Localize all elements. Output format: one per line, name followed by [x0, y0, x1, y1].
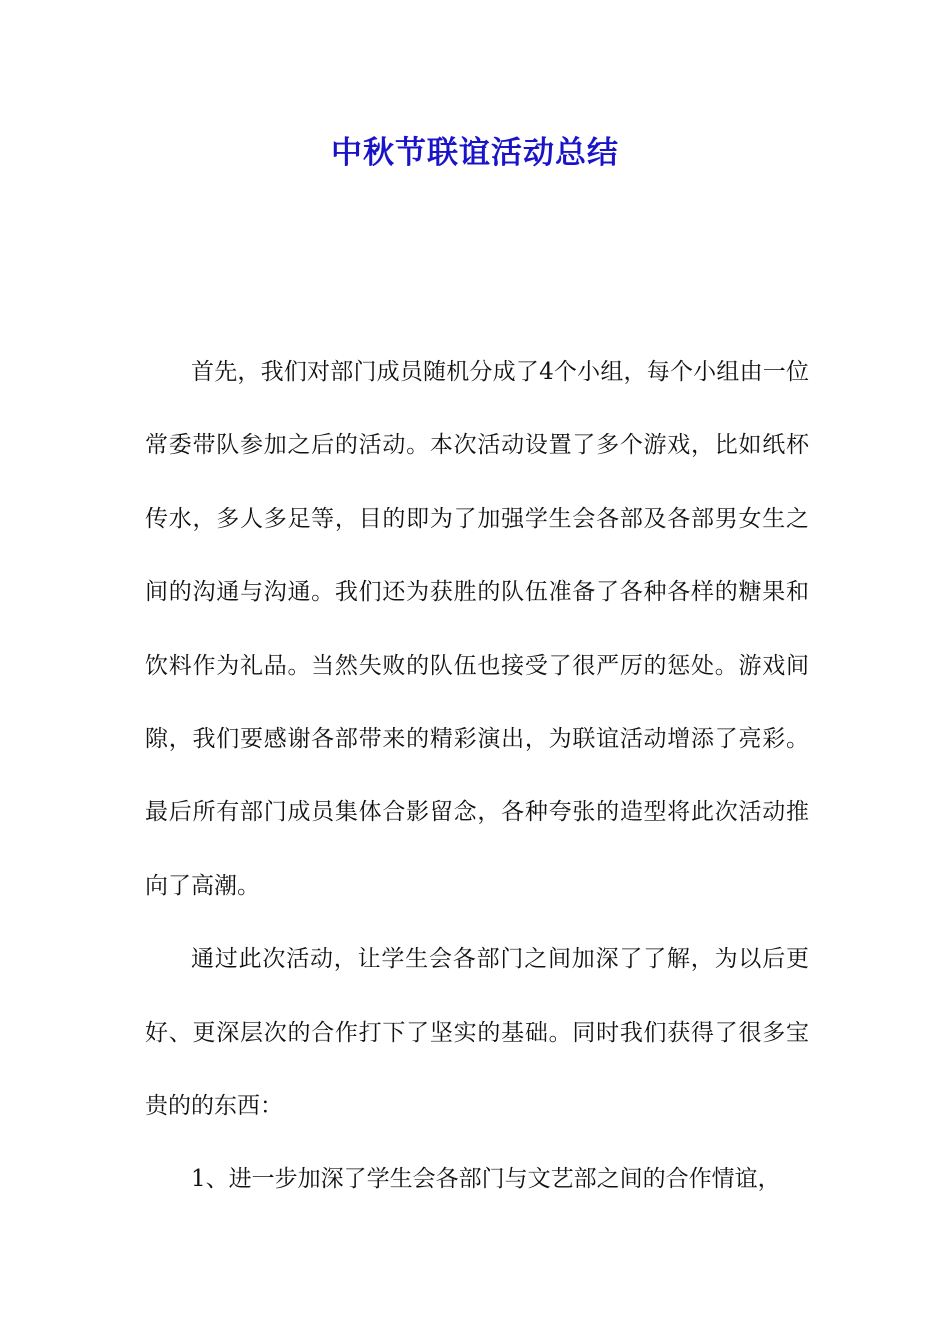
- paragraph-outcome: 通过此次活动，让学生会各部门之间加深了了解，为以后更好、更深层次的合作打下了坚实的基础。同时我们获得了很多宝贵的的东西：: [145, 946, 809, 1120]
- document-body: [145, 336, 809, 1217]
- paragraph-activity-description: 首先，我们对部门成员随机分成了4个小组，每个小组由一位常委带队参加之后的活动。本次活动设置了多个游戏，比如纸杯传水，多人多足等，目的即为了加强学生会各部及各部男女生之间的沟通与沟通。我们还为获胜的队伍准备了各种各样的糖果和饮料作为礼品。当然失败的队伍也接受了很严厉的惩处。游戏间隙，我们要感谢各部带来的精彩演出，为联谊活动增添了亮彩。最后所有部门成员集体合影留念，各种夸张的造型将此次活动推向了高潮。: [145, 359, 809, 899]
- document-title: 中秋节联谊活动总结: [331, 135, 619, 171]
- paragraph-point-1: 1、进一步加深了学生会各部门与文艺部之间的合作情谊，: [191, 1166, 781, 1193]
